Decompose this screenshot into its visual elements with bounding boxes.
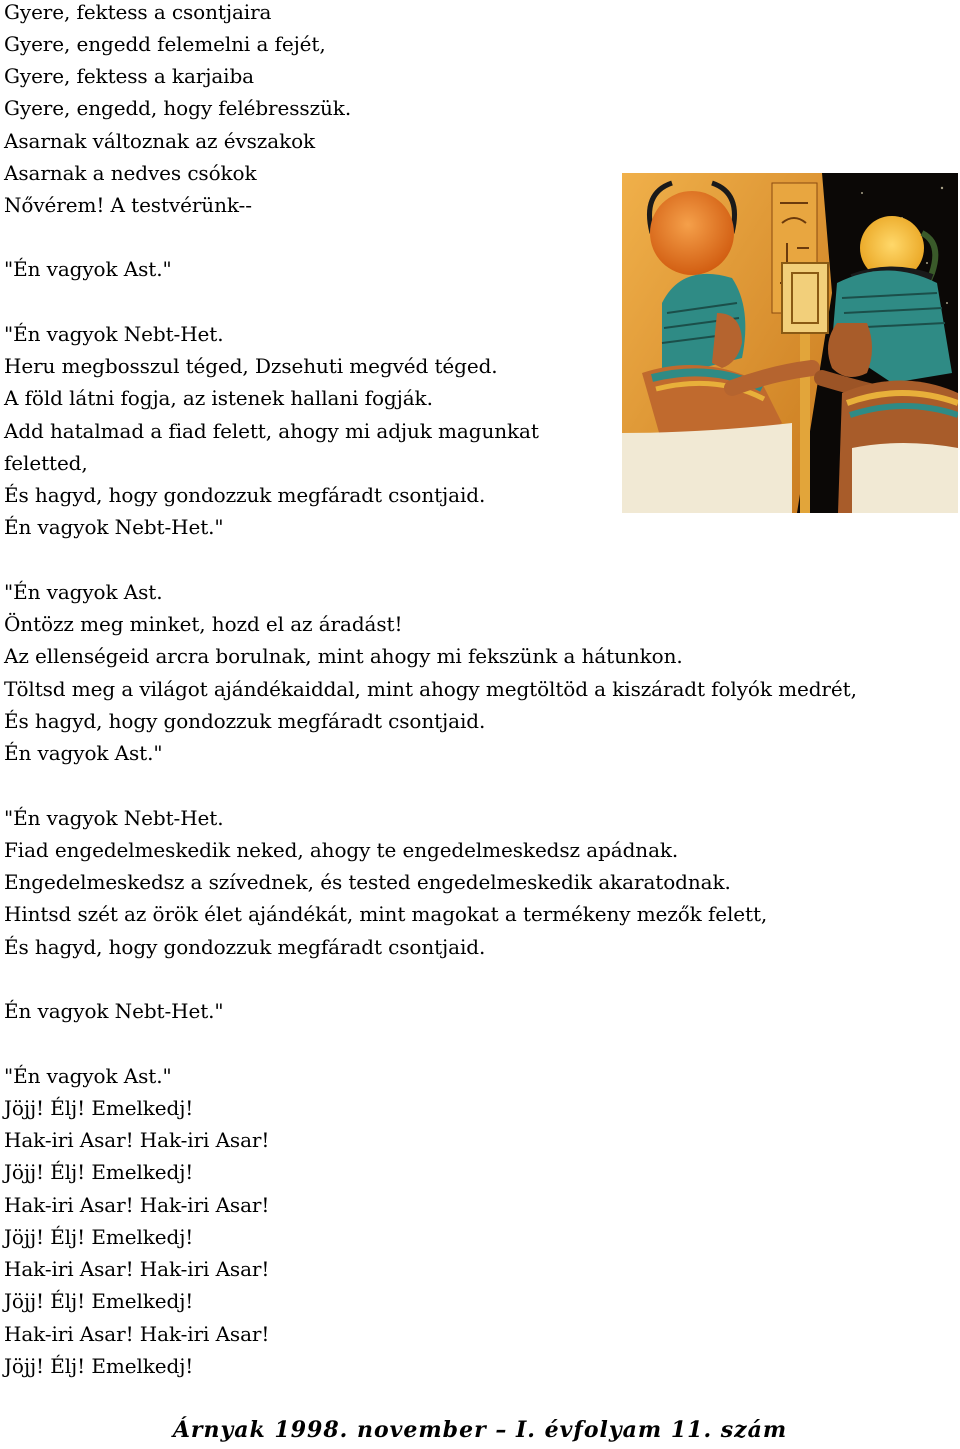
poem-line: Fiad engedelmeskedik neked, ahogy te engedelmeskedsz apádnak. (4, 838, 679, 862)
poem-line: És hagyd, hogy gondozzuk megfáradt csontjaid. (4, 709, 486, 733)
poem-line: Hintsd szét az örök élet ajándékát, mint magokat a termékeny mezők felett, (4, 902, 768, 926)
poem-line: "Én vagyok Ast." (4, 1064, 172, 1088)
poem-line: Heru megbosszul téged, Dzsehuti megvéd téged. (4, 354, 498, 378)
poem-line: Az ellenségeid arcra borulnak, mint ahogy mi fekszünk a hátunkon. (4, 644, 683, 668)
poem-line: "Én vagyok Nebt-Het. (4, 806, 224, 830)
poem-line: Jöjj! Élj! Emelkedj! (4, 1354, 194, 1378)
poem-line: Én vagyok Nebt-Het." (4, 515, 224, 539)
poem-line: Gyere, fektess a karjaiba (4, 64, 254, 88)
poem-line: Töltsd meg a világot ajándékaiddal, mint ahogy megtöltöd a kiszáradt folyók medrét, (4, 677, 857, 701)
poem-line: Öntözz meg minket, hozd el az áradást! (4, 612, 403, 636)
poem-line: Hak-iri Asar! Hak-iri Asar! (4, 1257, 270, 1281)
poem-line: Gyere, fektess a csontjaira (4, 0, 272, 24)
poem-line: Én vagyok Nebt-Het." (4, 999, 224, 1023)
poem-line: Jöjj! Élj! Emelkedj! (4, 1160, 194, 1184)
poem-line: És hagyd, hogy gondozzuk megfáradt csontjaid. (4, 935, 486, 959)
poem-line: Hak-iri Asar! Hak-iri Asar! (4, 1128, 270, 1152)
poem-line: A föld látni fogja, az istenek hallani fogják. (4, 386, 433, 410)
poem-line: Jöjj! Élj! Emelkedj! (4, 1096, 194, 1120)
poem-line: "Én vagyok Nebt-Het. (4, 322, 224, 346)
poem-line: Asarnak a nedves csókok (4, 161, 257, 185)
poem-line: Hak-iri Asar! Hak-iri Asar! (4, 1322, 270, 1346)
poem-line: Engedelmeskedsz a szívednek, és tested engedelmeskedik akaratodnak. (4, 870, 731, 894)
poem-line: "Én vagyok Ast. (4, 580, 163, 604)
poem-line: Nővérem! A testvérünk-- (4, 193, 252, 217)
poem-line: Jöjj! Élj! Emelkedj! (4, 1225, 194, 1249)
poem-line: Jöjj! Élj! Emelkedj! (4, 1289, 194, 1313)
poem-line: Én vagyok Ast." (4, 741, 163, 765)
footer-issue-info: Árnyak 1998. november – I. évfolyam 11. szám (172, 1417, 788, 1443)
poem-line: Asarnak változnak az évszakok (4, 129, 316, 153)
egyptian-goddesses-image (622, 173, 958, 513)
poem-line: Hak-iri Asar! Hak-iri Asar! (4, 1193, 270, 1217)
poem-line: Gyere, engedd, hogy felébresszük. (4, 96, 352, 120)
poem-line: Gyere, engedd felemelni a fejét, (4, 32, 326, 56)
poem-line: feletted, (4, 451, 88, 475)
poem-line: És hagyd, hogy gondozzuk megfáradt csontjaid. (4, 483, 486, 507)
poem-line: Add hatalmad a fiad felett, ahogy mi adjuk magunkat (4, 419, 539, 443)
poem-line: "Én vagyok Ast." (4, 257, 172, 281)
